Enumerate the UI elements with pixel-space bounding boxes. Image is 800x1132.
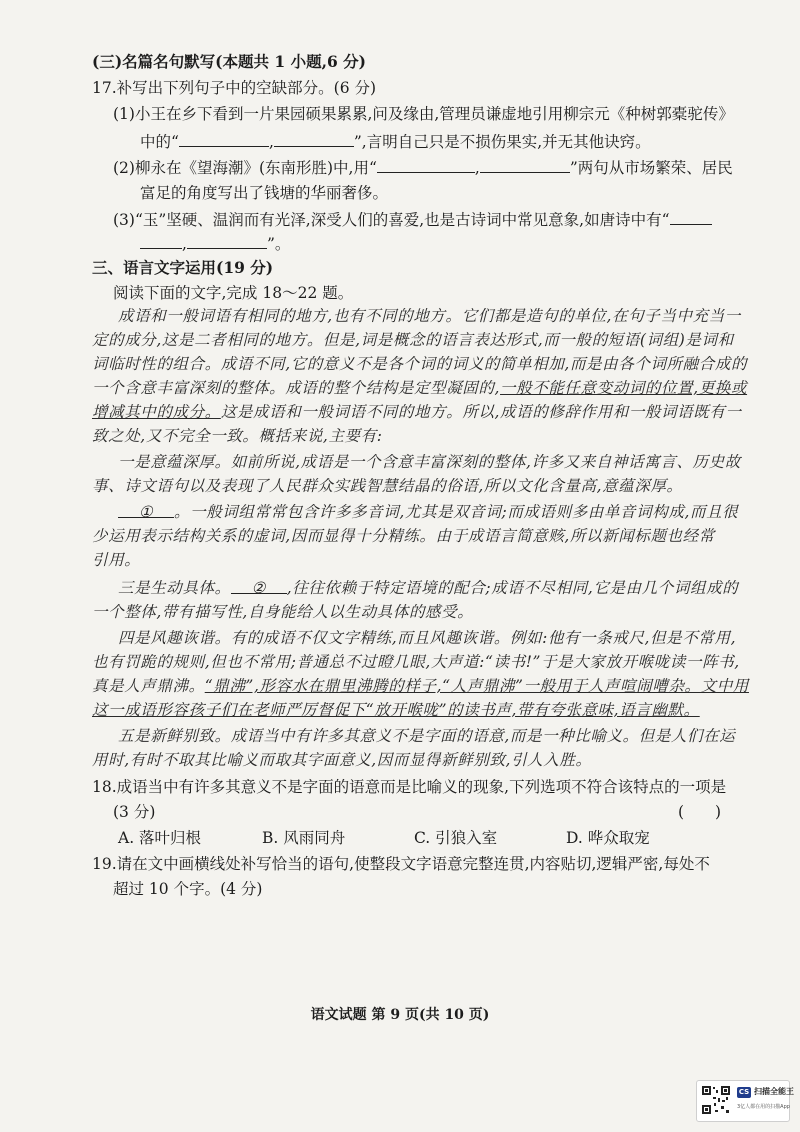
passage-line: 增减其中的成分。这是成语和一般词语不同的地方。所以,成语的修辞作用和一般词语既有一 — [92, 403, 742, 421]
q17-item3-line2: , ”。 — [140, 233, 290, 254]
q17-item2-line2: 富足的角度写出了钱塘的华丽奢侈。 — [140, 184, 389, 202]
scanner-subtitle: 3亿人都在用的扫描App — [737, 1104, 790, 1110]
page-footer: 语文试题 第 9 页(共 10 页) — [310, 1007, 490, 1023]
passage-line: 也有罚跪的规则,但也不常用;普通总不过瞪几眼,大声道:“读书!”于是大家放开喉咙读一阵书, — [92, 653, 740, 671]
passage-line: 一个含意丰富深刻的整体。成语的整个结构是定型凝固的,一般不能任意变动词的位置,更换或 — [92, 379, 748, 397]
answer-blank[interactable] — [179, 131, 269, 147]
answer-blank[interactable] — [187, 233, 267, 249]
passage-line: 四是风趣诙谐。有的成语不仅文字精练,而且风趣诙谐。例如:他有一条戒尺,但是不常用, — [118, 629, 737, 647]
answer-blank[interactable] — [480, 157, 570, 173]
scanner-title: 扫描全能王 — [754, 1087, 794, 1096]
q19-stem: 19.请在文中画横线处补写恰当的语句,使整段文字语意完整连贯,内容贴切,逻辑严密,每处不 — [92, 855, 710, 873]
q18-stem: 18.成语当中有许多其意义不是字面的语意而是比喻义的现象,下列选项不符合该特点的一项是 — [92, 778, 727, 796]
passage-line: 真是人声鼎沸。“鼎沸”,形容水在鼎里沸腾的样子,“人声鼎沸”一般用于人声喧闹嘈杂。文中用 — [92, 677, 749, 695]
passage-line: 五是新鲜别致。成语当中有许多其意义不是字面的语意,而是一种比喻义。但是人们在运 — [118, 727, 736, 745]
passage-line: 一个整体,带有描写性,自身能给人以生动具体的感受。 — [92, 603, 474, 621]
answer-paren[interactable]: ( ) — [678, 803, 722, 821]
underlined-phrase: 增减其中的成分。 — [92, 403, 221, 421]
underlined-phrase: “鼎沸”,形容水在鼎里沸腾的样子,“人声鼎沸”一般用于人声喧闹嘈杂。文中用 — [204, 677, 749, 695]
scanner-watermark — [696, 1080, 794, 1122]
answer-blank[interactable] — [140, 233, 182, 249]
passage-line: 少运用表示结构关系的虚词,因而显得十分精练。由于成语言简意赅,所以新闻标题也经常 — [92, 527, 715, 545]
q18-score: (3 分) — [113, 803, 156, 821]
passage-line: 词临时性的组合。成语不同,它的意义不是各个词的词义的简单相加,而是由各个词所融合成的 — [92, 355, 748, 373]
option-c[interactable]: C. 引狼入室 — [414, 829, 498, 847]
passage-line: ① 。一般词组常常包含许多多音词,尤其是双音词;而成语则多由单音词构成,而且很 — [118, 502, 738, 522]
q19-stem-cont: 超过 10 个字。(4 分) — [113, 880, 263, 898]
option-a[interactable]: A. 落叶归根 — [118, 829, 202, 847]
underlined-phrase: 一般不能任意变动词的位置,更换或 — [500, 379, 748, 397]
passage-blank-2[interactable]: ② — [231, 578, 287, 594]
q17-item1-line1: (1)小王在乡下看到一片果园硕果累累,问及缘由,管理员谦虚地引用柳宗元《种树郭橐驼传》 — [113, 105, 734, 123]
passage-line: 致之处,又不完全一致。概括来说,主要有: — [92, 427, 383, 445]
passage-line: 引用。 — [92, 551, 141, 569]
passage-line: 用时,有时不取其比喻义而取其字面意义,因而显得新鲜别致,引人入胜。 — [92, 751, 592, 769]
option-b[interactable]: B. 风雨同舟 — [262, 829, 346, 847]
scanner-logo-icon: CS — [738, 1088, 750, 1096]
reading-instruction: 阅读下面的文字,完成 18～22 题。 — [113, 284, 354, 302]
section-title: (三)名篇名句默写(本题共 1 小题,6 分) — [92, 52, 366, 71]
passage-line: 三是生动具体。 ② ,往往依赖于特定语境的配合;成语不尽相同,它是由几个词组成的 — [118, 579, 739, 597]
qr-code-icon — [701, 1085, 731, 1115]
q17-stem: 17.补写出下列句子中的空缺部分。(6 分) — [92, 79, 377, 97]
section-heading-language: 三、语言文字运用(19 分) — [92, 258, 274, 277]
q17-item3-line1: (3)“玉”坚硬、温润而有光泽,深受人们的喜爱,也是古诗词中常见意象,如唐诗中有“ — [113, 209, 712, 230]
passage-line: 定的成分,这是二者相同的地方。但是,词是概念的语言表达形式,而一般的短语(词组)是词和 — [92, 331, 734, 349]
answer-blank[interactable] — [670, 209, 712, 225]
option-d[interactable]: D. 哗众取宠 — [566, 829, 650, 847]
passage-line: 一是意蕴深厚。如前所说,成语是一个含意丰富深刻的整体,许多又来自神话寓言、历史故 — [118, 453, 741, 471]
passage-blank-1[interactable]: ① — [118, 502, 174, 518]
passage-line: 成语和一般词语有相同的地方,也有不同的地方。它们都是造句的单位,在句子当中充当一 — [118, 307, 741, 325]
passage-line: 事、诗文语句以及表现了人民群众实践智慧结晶的俗语,所以文化含量高,意蕴深厚。 — [92, 477, 683, 495]
answer-blank[interactable] — [377, 157, 475, 173]
q17-item1-line2: 中的“ , ”,言明自己只是不损伤果实,并无其他诀窍。 — [140, 133, 651, 151]
passage-line: 这一成语形容孩子们在老师严厉督促下“放开喉咙”的读书声,带有夸张意味,语言幽默。 — [92, 701, 700, 719]
q17-item2-line1: (2)柳永在《望海潮》(东南形胜)中,用“ , ”两句从市场繁荣、居民 — [113, 159, 733, 177]
answer-blank[interactable] — [274, 131, 354, 147]
